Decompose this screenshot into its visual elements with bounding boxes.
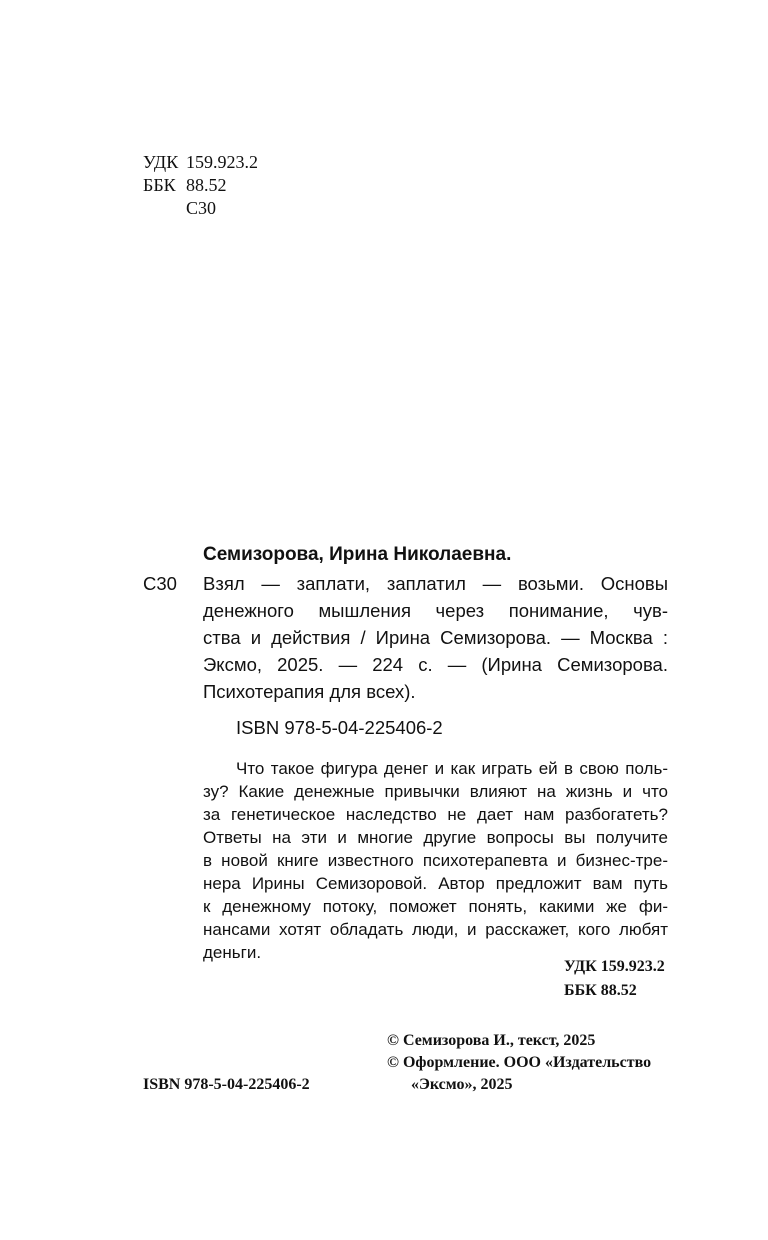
bibliographic-record <box>143 540 668 964</box>
description-line: Психотерапия для всех). <box>203 681 416 702</box>
copyright-line: © Семизорова И., текст, 2025 <box>387 1032 596 1049</box>
description-line: ства и действия / Ирина Семизорова. — Москва : <box>203 627 668 648</box>
udk-label: УДК <box>143 152 179 172</box>
bottom-udk: УДК 159.923.2 <box>564 958 665 975</box>
annotation-line: нера Ирины Семизоровой. Автор предложит вам путь <box>203 874 668 893</box>
bbk-label: ББК <box>143 175 176 195</box>
udk-row <box>143 151 258 174</box>
annotation-line: за генетическое наследство не дает нам разбогатеть? <box>203 805 668 824</box>
author-heading: Семизорова, Ирина Николаевна. <box>203 544 512 565</box>
record-author-sign: С30 <box>143 573 177 594</box>
top-classification-block <box>143 151 258 220</box>
annotation-line: Ответы на эти и многие другие вопросы вы получите <box>203 828 668 847</box>
annotation <box>203 757 668 964</box>
udk-value: 159.923.2 <box>186 152 258 172</box>
record-isbn: ISBN 978-5-04-225406-2 <box>236 717 443 738</box>
bottom-bbk: ББК 88.52 <box>564 982 637 999</box>
record-description <box>203 570 668 705</box>
bbk-row <box>143 174 258 197</box>
description-line: Взял — заплати, заплатил — возьми. Основы <box>203 573 668 594</box>
copyright-line: «Эксмо», 2025 <box>411 1076 513 1093</box>
annotation-line: Что такое фигура денег и как играть ей в свою поль- <box>236 759 668 778</box>
copyright-line: © Оформление. ООО «Издательство <box>387 1054 652 1071</box>
bbk-value: 88.52 <box>186 175 227 195</box>
description-line: денежного мышления через понимание, чув- <box>203 600 668 621</box>
record-body <box>143 570 668 705</box>
author-code-row <box>143 197 258 220</box>
annotation-line: к денежному потоку, поможет понять, какими же фи- <box>203 897 668 916</box>
annotation-line: деньги. <box>203 943 262 962</box>
isbn-bottom: ISBN 978-5-04-225406-2 <box>143 1076 310 1093</box>
description-line: Эксмо, 2025. — 224 с. — (Ирина Семизорова. <box>203 654 668 675</box>
annotation-line: зу? Какие денежные привычки влияют на жизнь и что <box>203 782 668 801</box>
author-sign: С30 <box>186 198 217 218</box>
annotation-line: нансами хотят обладать люди, и расскажет, кого любят <box>203 920 668 939</box>
copyright-notice <box>387 1030 651 1096</box>
annotation-line: в новой книге известного психотерапевта и бизнес-тре- <box>203 851 668 870</box>
bottom-classification-block <box>564 955 665 1003</box>
